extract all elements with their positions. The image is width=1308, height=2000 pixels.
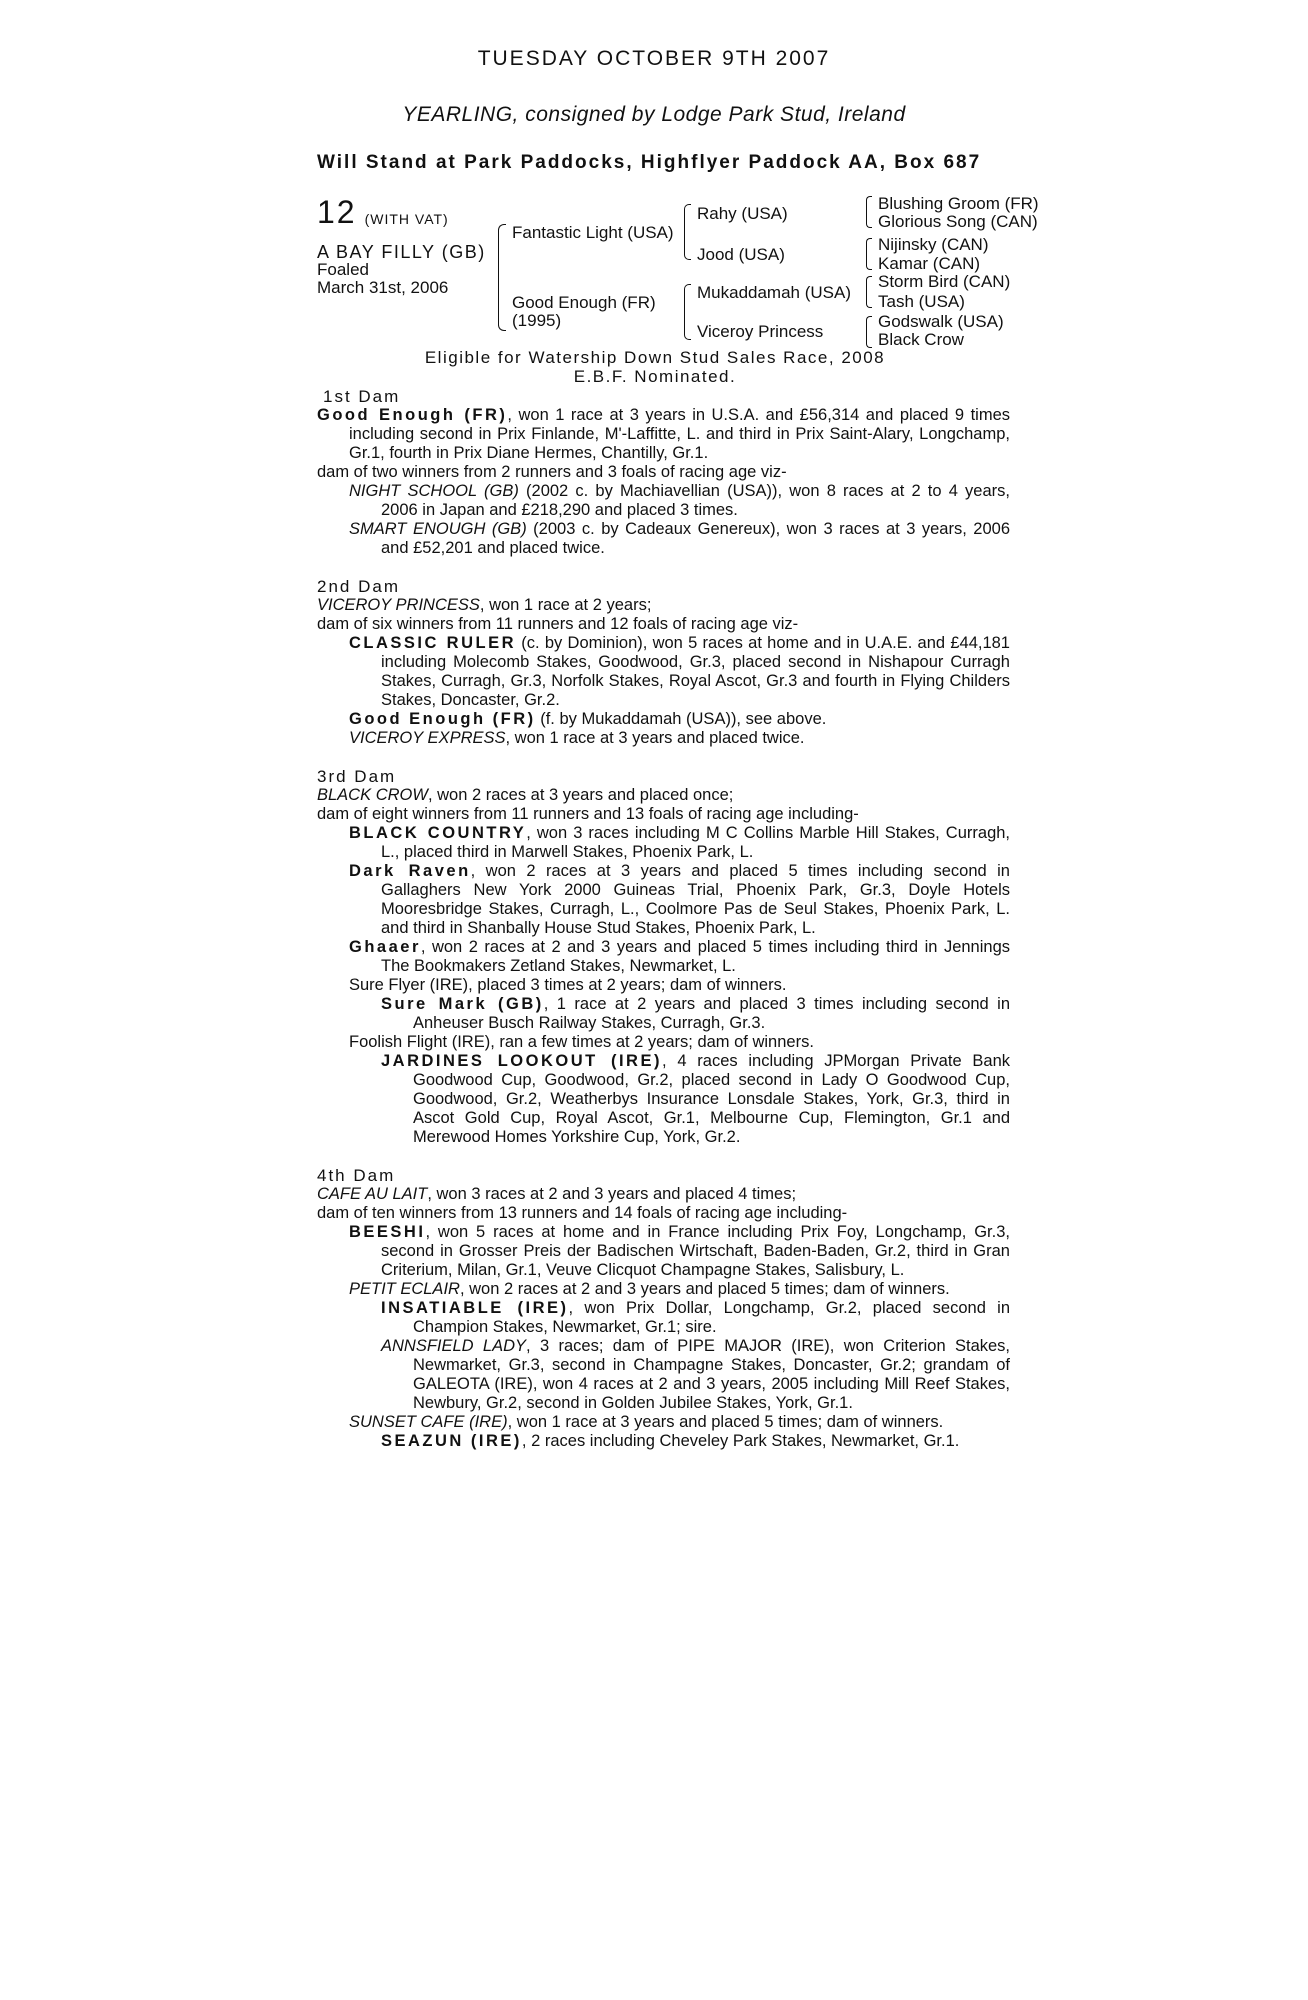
produce-text: (c. by Dominion), won 5 races at home and in U.A.E. and £44,181 including Molecomb Stakes, Goodwood, Gr.3, placed second in Nishapour Curragh Stakes, Curragh, Gr.3, Norfolk Stakes, Royal Ascot, Gr.3 and fourth in Flying Childers Stakes, Doncaster, Gr.2. [381, 634, 1010, 709]
third-dam-record-text: , won 2 races at 3 years and placed once; [427, 786, 734, 804]
third-dam-produce-item [317, 824, 1010, 862]
grand-sire-2: Nijinsky (CAN) [878, 235, 989, 254]
eligibility-race: Eligible for Watership Down Stud Sales Race, 2008 [424, 348, 886, 367]
sire-brace [684, 204, 691, 260]
produce-name: BEESHI [349, 1223, 426, 1241]
third-dam-produce-intro: dam of eight winners from 11 runners and 13 foals of racing age including- [317, 805, 859, 823]
grand-sire-4: Godswalk (USA) [878, 312, 1004, 331]
fourth-dam-produce-item [317, 1337, 1010, 1413]
consignment-line: YEARLING, consigned by Lodge Park Stud, Ireland [402, 103, 906, 126]
first-dam-produce-item [317, 482, 1010, 520]
grand-dam-3: Tash (USA) [878, 292, 965, 311]
produce-name: Good Enough (FR) [349, 710, 536, 728]
produce-text: Foolish Flight (IRE), ran a few times at 2 years; dam of winners. [349, 1033, 814, 1051]
fourth-dam-heading: 4th Dam [317, 1166, 396, 1185]
dam-year: (1995) [512, 311, 562, 330]
sire-sire: Rahy (USA) [697, 204, 788, 223]
produce-text: , won 2 races at 3 years and placed 5 times including second in Gallaghers New York 2000 Guineas Trial, Phoenix Park, Gr.3, Doyle Hotels Mooresbridge Stakes, Curragh, L., Coolmore Pas de Seul Stakes, Phoenix Park, L. and third in Shanbally House Stud Stakes, Phoenix Park, L. [381, 862, 1010, 937]
fourth-dam-name: CAFE AU LAIT [317, 1185, 428, 1203]
produce-name: NIGHT SCHOOL (GB) [349, 482, 519, 500]
catalogue-text [317, 387, 1010, 1451]
produce-text: (f. by Mukaddamah (USA)), see above. [535, 710, 827, 728]
produce-name: SMART ENOUGH (GB) [349, 520, 527, 538]
produce-name: Dark Raven [349, 862, 471, 880]
produce-text: , won 2 races at 2 and 3 years and placed 5 times including third in Jennings The Bookmakers Zetland Stakes, Newmarket, L. [381, 938, 1010, 975]
ebf-nomination: E.B.F. Nominated. [573, 367, 737, 386]
produce-text: Sure Flyer (IRE), placed 3 times at 2 years; dam of winners. [349, 976, 787, 994]
second-dam-heading: 2nd Dam [317, 577, 400, 596]
first-dam-produce-item [317, 520, 1010, 558]
lot-number: 12 [317, 194, 357, 230]
grand-dam-4: Black Crow [878, 330, 964, 349]
grand-sire-1: Blushing Groom (FR) [878, 194, 1039, 213]
produce-text: , won 3 races including M C Collins Marble Hill Stakes, Curragh, L., placed third in Marwell Stakes, Phoenix Park, L. [381, 824, 1011, 861]
pedigree-brace [498, 224, 506, 331]
produce-name: CLASSIC RULER [349, 634, 517, 652]
horse-description: A BAY FILLY (GB) [317, 242, 486, 262]
third-dam-produce-item [317, 938, 1010, 976]
dam-sire: Mukaddamah (USA) [697, 283, 852, 302]
dam: Good Enough (FR) [512, 293, 656, 312]
third-dam-heading: 3rd Dam [317, 767, 397, 786]
lot-description [317, 243, 486, 297]
produce-text: (2002 c. by Machiavellian (USA)), won 8 races at 2 to 4 years, 2006 in Japan and £218,290 and placed 3 times. [381, 482, 1010, 519]
first-dam-name: Good Enough (FR) [317, 406, 508, 424]
produce-text: , won 1 race at 3 years and placed 5 times; dam of winners. [507, 1413, 944, 1431]
foaled-label: Foaled [317, 260, 369, 279]
produce-name: JARDINES LOOKOUT (IRE) [381, 1052, 662, 1070]
gg-brace-3 [866, 276, 872, 308]
sale-date: TUESDAY OCTOBER 9TH 2007 [477, 47, 831, 70]
second-dam-record [317, 596, 1010, 615]
sire-dam: Jood (USA) [697, 245, 785, 264]
second-dam-produce-item [317, 729, 1010, 748]
produce-name: SEAZUN (IRE) [381, 1432, 522, 1450]
fourth-dam-record-text: , won 3 races at 2 and 3 years and placed 4 times; [427, 1185, 797, 1203]
produce-text: , 4 races including JPMorgan Private Bank Goodwood Cup, Goodwood, Gr.2, placed second in Lady O Goodwood Cup, Goodwood, Gr.2, Weatherbys Insurance Lonsdale Stakes, York, Gr.3, third in Ascot Gold Cup, Royal Ascot, Gr.1, Melbourne Cup, Flemington, Gr.1 and Merewood Homes Yorkshire Cup, York, Gr.2. [413, 1052, 1010, 1146]
third-dam-produce-item [317, 862, 1010, 938]
grand-dam-1: Glorious Song (CAN) [878, 212, 1038, 231]
fourth-dam-produce-intro: dam of ten winners from 13 runners and 14 foals of racing age including- [317, 1204, 848, 1222]
produce-name: Sure Mark (GB) [381, 995, 544, 1013]
first-dam-record [317, 406, 1010, 463]
sire: Fantastic Light (USA) [512, 223, 674, 242]
first-dam-record-text: , won 1 race at 3 years in U.S.A. and £56,314 and placed 9 times including second in Prix Finlande, M'-Laffitte, L. and third in Prix Saint-Alary, Longchamp, Gr.1, fourth in Prix Diane Hermes, Chantilly, Gr.1. [349, 406, 1010, 462]
produce-text: , won 5 races at home and in France including Prix Foy, Longchamp, Gr.3, second in Grosser Preis der Badischen Wirtschaft, Baden-Baden, Gr.2, third in Gran Criterium, Milan, Gr.1, Veuve Clicquot Champagne Stakes, Salisbury, L. [381, 1223, 1010, 1279]
stand-location: Will Stand at Park Paddocks, Highflyer Paddock AA, Box 687 [317, 152, 982, 173]
fourth-dam-produce-item [317, 1299, 1010, 1337]
produce-text: , 1 race at 2 years and placed 3 times including second in Anheuser Busch Railway Stakes, Curragh, Gr.3. [413, 995, 1010, 1032]
produce-text: , won 2 races at 2 and 3 years and placed 5 times; dam of winners. [459, 1280, 950, 1298]
fourth-dam-produce-item [317, 1280, 1010, 1299]
produce-name: PETIT ECLAIR [349, 1280, 460, 1298]
gg-brace-1 [866, 196, 872, 228]
produce-text: , won 1 race at 3 years and placed twice. [505, 729, 805, 747]
produce-name: ANNSFIELD LADY [381, 1337, 527, 1355]
third-dam-name: BLACK CROW [317, 786, 428, 804]
fourth-dam-produce-item [317, 1413, 1010, 1432]
produce-text: , 2 races including Cheveley Park Stakes, Newmarket, Gr.1. [521, 1432, 960, 1450]
fourth-dam-produce-item [317, 1223, 1010, 1280]
produce-text: , 3 races; dam of PIPE MAJOR (IRE), won Criterion Stakes, Newmarket, Gr.3, second in Champagne Stakes, Doncaster, Gr.2; grandam of GALEOTA (IRE), won 4 races at 2 and 3 years, 2005 including Mill Reef Stakes, Newbury, Gr.2, second in Golden Jubilee Stakes, York, Gr.1. [413, 1337, 1011, 1412]
first-dam-heading: 1st Dam [323, 387, 401, 406]
fourth-dam-record [317, 1185, 1010, 1204]
produce-name: SUNSET CAFE (IRE) [349, 1413, 508, 1431]
lot-number-block [317, 194, 449, 231]
gg-brace-2 [866, 238, 872, 270]
second-dam-produce-intro: dam of six winners from 11 runners and 12 foals of racing age viz- [317, 615, 799, 633]
produce-text: (2003 c. by Cadeaux Genereux), won 3 races at 3 years, 2006 and £52,201 and placed twice. [381, 520, 1010, 557]
produce-name: VICEROY EXPRESS [349, 729, 506, 747]
third-dam-produce-item [317, 1033, 1010, 1052]
second-dam-produce-item [317, 710, 1010, 729]
third-dam-produce-item [317, 976, 1010, 995]
dam-brace [684, 284, 691, 340]
second-dam-record-text: , won 1 race at 2 years; [479, 596, 652, 614]
second-dam-produce-item [317, 634, 1010, 710]
third-dam-produce-item [317, 995, 1010, 1033]
dam-dam: Viceroy Princess [697, 322, 824, 341]
fourth-dam-produce-item [317, 1432, 1010, 1451]
grand-sire-3: Storm Bird (CAN) [878, 272, 1011, 291]
produce-name: BLACK COUNTRY [349, 824, 527, 842]
foaled-date: March 31st, 2006 [317, 278, 449, 297]
produce-text: , won Prix Dollar, Longchamp, Gr.2, placed second in Champion Stakes, Newmarket, Gr.1; sire. [413, 1299, 1010, 1336]
grand-dam-2: Kamar (CAN) [878, 254, 981, 273]
first-dam-produce-intro: dam of two winners from 2 runners and 3 foals of racing age viz- [317, 463, 787, 481]
gg-brace-4 [866, 316, 872, 348]
produce-name: Ghaaer [349, 938, 421, 956]
third-dam-record [317, 786, 1010, 805]
eligibility [317, 348, 993, 386]
second-dam-name: VICEROY PRINCESS [317, 596, 480, 614]
vat-note: (WITH VAT) [364, 210, 449, 227]
produce-name: INSATIABLE (IRE) [381, 1299, 569, 1317]
third-dam-produce-item [317, 1052, 1010, 1147]
